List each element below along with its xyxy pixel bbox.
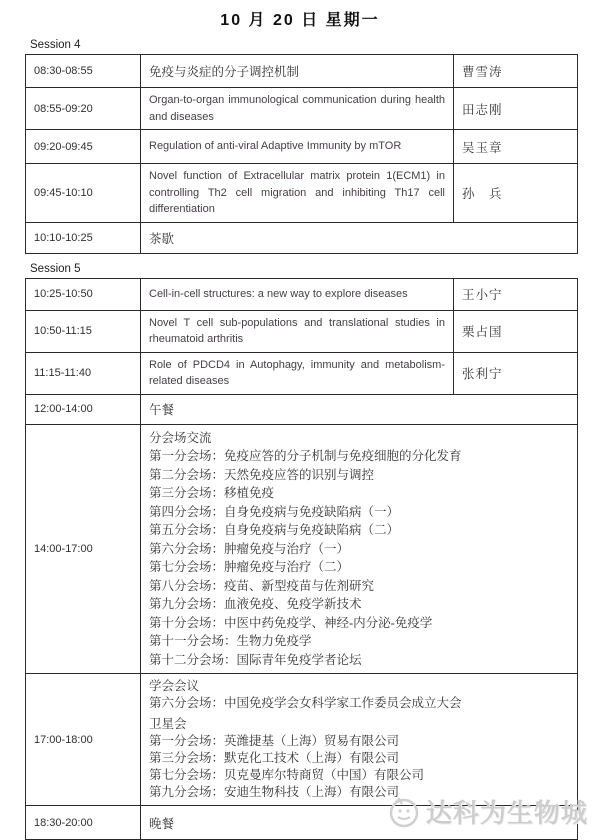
time-cell: 09:20-09:45 <box>26 130 141 164</box>
talk-title-cell: Novel function of Extracellular matrix protein 1(ECM1) in controlling Th2 cell migration and inhibiting Th17 cell differentiation <box>141 164 454 223</box>
time-cell: 09:45-10:10 <box>26 164 141 223</box>
evening-sessions-row <box>26 674 578 806</box>
talk-title-cell: Novel T cell sub-populations and translational studies in rheumatoid arthritis <box>141 310 454 352</box>
speaker-cell: 王小宁 <box>454 278 578 310</box>
speaker-cell: 张利宁 <box>454 352 578 394</box>
list-item: 第六分会场：中国免疫学会女科学家工作委员会成立大会 <box>149 695 569 712</box>
speaker-cell: 孙 兵 <box>454 164 578 223</box>
session4-table <box>25 54 578 254</box>
session5-table <box>25 278 578 840</box>
talk-title-cell: 免疫与炎症的分子调控机制 <box>141 55 454 88</box>
parallel-sessions-cell <box>141 424 578 674</box>
list-item: 第一分会场：英潍捷基（上海）贸易有限公司 <box>149 733 569 750</box>
time-cell: 08:30-08:55 <box>26 55 141 88</box>
watermark <box>387 793 588 830</box>
time-cell: 12:00-14:00 <box>26 394 141 424</box>
time-cell: 11:15-11:40 <box>26 352 141 394</box>
list-item: 第三分会场：默克化工技术（上海）有限公司 <box>149 750 569 767</box>
watermark-text: 达科为生物城 <box>426 793 588 830</box>
parallel-sessions-row <box>26 424 578 674</box>
speaker-cell: 曹雪涛 <box>454 55 578 88</box>
list-item: 第九分会场：血液免疫、免疫学新技术 <box>149 595 569 614</box>
table-row <box>26 278 578 310</box>
table-row <box>26 130 578 164</box>
talk-title-cell: Cell-in-cell structures: a new way to explore diseases <box>141 278 454 310</box>
list-item: 第十分会场：中医中药免疫学、神经-内分泌-免疫学 <box>149 614 569 633</box>
satellite-meeting-header: 卫星会 <box>149 716 569 733</box>
table-row <box>26 352 578 394</box>
list-item: 第五分会场：自身免疫病与免疫缺陷病（二） <box>149 521 569 540</box>
table-row <box>26 88 578 130</box>
speaker-cell: 吴玉章 <box>454 130 578 164</box>
table-row <box>26 55 578 88</box>
dakewe-logo-icon <box>387 795 421 829</box>
time-cell: 08:55-09:20 <box>26 88 141 130</box>
speaker-cell: 田志刚 <box>454 88 578 130</box>
time-cell: 10:10-10:25 <box>26 222 141 253</box>
list-item: 第一分会场：免疫应答的分子机制与免疫细胞的分化发育 <box>149 447 569 466</box>
break-cell: 茶歇 <box>141 222 578 253</box>
society-meeting-header: 学会会议 <box>149 678 569 695</box>
lunch-row <box>26 394 578 424</box>
list-item: 第七分会场：贝克曼库尔特商贸（中国）有限公司 <box>149 767 569 784</box>
satellite-meeting-block <box>149 716 569 801</box>
evening-sessions-cell <box>141 674 578 806</box>
tea-break-row <box>26 222 578 253</box>
list-item: 第三分会场：移植免疫 <box>149 484 569 503</box>
list-item: 第二分会场：天然免疫应答的识别与调控 <box>149 466 569 485</box>
list-item: 第四分会场：自身免疫病与免疫缺陷病（一） <box>149 503 569 522</box>
list-item: 第九分会场：安迪生物科技（上海）有限公司 <box>149 784 569 801</box>
session5-label: Session 5 <box>30 263 600 275</box>
time-cell: 18:30-20:00 <box>26 806 141 840</box>
table-row <box>26 310 578 352</box>
list-item: 第八分会场：疫苗、新型疫苗与佐剂研究 <box>149 577 569 596</box>
list-item: 第十二分会场：国际青年免疫学者论坛 <box>149 651 569 670</box>
talk-title-cell: Organ-to-organ immunological communication during health and diseases <box>141 88 454 130</box>
list-item: 第六分会场：肿瘤免疫与治疗（一） <box>149 540 569 559</box>
time-cell: 14:00-17:00 <box>26 424 141 674</box>
dinner-cell: 晚餐 <box>141 806 578 840</box>
table-row <box>26 164 578 223</box>
society-meeting-block <box>149 678 569 712</box>
talk-title-cell: Role of PDCD4 in Autophagy, immunity and metabolism-related diseases <box>141 352 454 394</box>
time-cell: 17:00-18:00 <box>26 674 141 806</box>
time-cell: 10:25-10:50 <box>26 278 141 310</box>
list-item: 第七分会场：肿瘤免疫与治疗（二） <box>149 558 569 577</box>
session4-label: Session 4 <box>30 39 600 51</box>
speaker-cell: 栗占国 <box>454 310 578 352</box>
lunch-cell: 午餐 <box>141 394 578 424</box>
time-cell: 10:50-11:15 <box>26 310 141 352</box>
page-title: 10 月 20 日 星期一 <box>0 0 600 30</box>
parallel-sessions-header: 分会场交流 <box>149 429 569 448</box>
talk-title-cell: Regulation of anti-viral Adaptive Immunity by mTOR <box>141 130 454 164</box>
list-item: 第十一分会场：生物力免疫学 <box>149 632 569 651</box>
